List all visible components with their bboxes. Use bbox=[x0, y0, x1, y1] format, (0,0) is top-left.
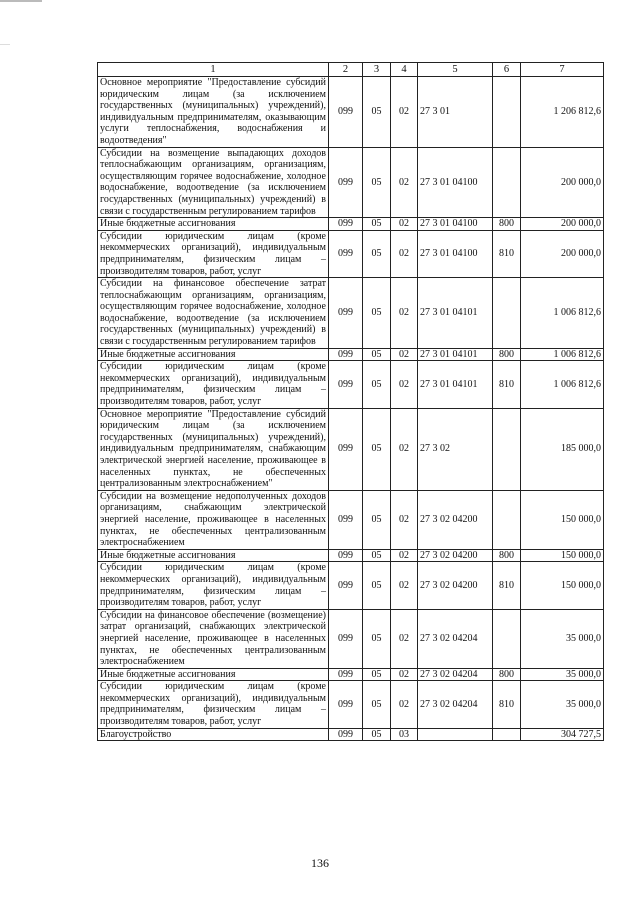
section-code-cell: 05 bbox=[363, 490, 391, 549]
subsection-code-cell: 02 bbox=[391, 681, 418, 728]
target-article-cell: 27 3 02 04200 bbox=[418, 549, 493, 562]
table-row bbox=[98, 230, 604, 277]
section-code-cell: 05 bbox=[363, 668, 391, 681]
expense-type-cell: 810 bbox=[493, 562, 521, 609]
subsection-code-cell: 02 bbox=[391, 609, 418, 668]
section-code-cell: 05 bbox=[363, 77, 391, 148]
expense-type-cell bbox=[493, 609, 521, 668]
grbs-code-cell: 099 bbox=[329, 668, 363, 681]
target-article-cell: 27 3 01 04101 bbox=[418, 348, 493, 361]
target-article-cell: 27 3 02 04204 bbox=[418, 668, 493, 681]
column-header: 4 bbox=[391, 63, 418, 77]
row-name-cell: Субсидии на финансовое обеспечение (возмещение) затрат организаций, снабжающих электрической энергией население, проживающее в населенных пунктах, не обеспеченных централизованным электроснабжением bbox=[98, 609, 329, 668]
table-row bbox=[98, 408, 604, 490]
subsection-code-cell: 02 bbox=[391, 361, 418, 408]
row-name-cell: Иные бюджетные ассигнования bbox=[98, 348, 329, 361]
section-code-cell: 05 bbox=[363, 681, 391, 728]
table-row bbox=[98, 681, 604, 728]
row-name-cell: Субсидии юридическим лицам (кроме некоммерческих организаций), индивидуальным предпринимателям, физическим лицам – производителям товаров, работ, услуг bbox=[98, 562, 329, 609]
table-row bbox=[98, 490, 604, 549]
row-name-cell: Иные бюджетные ассигнования bbox=[98, 668, 329, 681]
scan-edge-mark bbox=[0, 44, 10, 45]
table-header-row bbox=[98, 63, 604, 77]
subsection-code-cell: 02 bbox=[391, 408, 418, 490]
row-name-cell: Субсидии юридическим лицам (кроме некоммерческих организаций), индивидуальным предпринимателям, физическим лицам – производителям товаров, работ, услуг bbox=[98, 230, 329, 277]
grbs-code-cell: 099 bbox=[329, 147, 363, 218]
expense-type-cell bbox=[493, 77, 521, 148]
target-article-cell: 27 3 02 04200 bbox=[418, 562, 493, 609]
amount-cell: 35 000,0 bbox=[521, 609, 604, 668]
row-name-cell: Благоустройство bbox=[98, 728, 329, 741]
expense-type-cell bbox=[493, 408, 521, 490]
row-name-cell: Иные бюджетные ассигнования bbox=[98, 549, 329, 562]
target-article-cell: 27 3 01 04100 bbox=[418, 230, 493, 277]
target-article-cell: 27 3 02 bbox=[418, 408, 493, 490]
amount-cell: 200 000,0 bbox=[521, 218, 604, 231]
subsection-code-cell: 02 bbox=[391, 278, 418, 349]
budget-table-body bbox=[98, 63, 604, 741]
grbs-code-cell: 099 bbox=[329, 218, 363, 231]
grbs-code-cell: 099 bbox=[329, 408, 363, 490]
amount-cell: 150 000,0 bbox=[521, 490, 604, 549]
grbs-code-cell: 099 bbox=[329, 278, 363, 349]
table-row bbox=[98, 549, 604, 562]
target-article-cell: 27 3 01 04100 bbox=[418, 147, 493, 218]
grbs-code-cell: 099 bbox=[329, 361, 363, 408]
expense-type-cell: 810 bbox=[493, 361, 521, 408]
amount-cell: 150 000,0 bbox=[521, 562, 604, 609]
grbs-code-cell: 099 bbox=[329, 609, 363, 668]
expense-type-cell: 810 bbox=[493, 230, 521, 277]
column-header: 2 bbox=[329, 63, 363, 77]
amount-cell: 304 727,5 bbox=[521, 728, 604, 741]
expense-type-cell bbox=[493, 278, 521, 349]
section-code-cell: 05 bbox=[363, 549, 391, 562]
expense-type-cell: 800 bbox=[493, 549, 521, 562]
target-article-cell: 27 3 01 04100 bbox=[418, 218, 493, 231]
grbs-code-cell: 099 bbox=[329, 728, 363, 741]
subsection-code-cell: 02 bbox=[391, 77, 418, 148]
subsection-code-cell: 02 bbox=[391, 147, 418, 218]
column-header: 6 bbox=[493, 63, 521, 77]
subsection-code-cell: 02 bbox=[391, 490, 418, 549]
scan-edge-mark bbox=[0, 0, 42, 2]
table-row bbox=[98, 562, 604, 609]
target-article-cell: 27 3 02 04204 bbox=[418, 681, 493, 728]
expense-type-cell bbox=[493, 147, 521, 218]
section-code-cell: 05 bbox=[363, 230, 391, 277]
grbs-code-cell: 099 bbox=[329, 549, 363, 562]
budget-table bbox=[97, 62, 604, 741]
table-row bbox=[98, 348, 604, 361]
amount-cell: 1 006 812,6 bbox=[521, 348, 604, 361]
page-number: 136 bbox=[311, 856, 329, 870]
section-code-cell: 05 bbox=[363, 218, 391, 231]
target-article-cell: 27 3 01 04101 bbox=[418, 361, 493, 408]
table-row bbox=[98, 609, 604, 668]
amount-cell: 35 000,0 bbox=[521, 681, 604, 728]
row-name-cell: Субсидии юридическим лицам (кроме некоммерческих организаций), индивидуальным предпринимателям, физическим лицам – производителям товаров, работ, услуг bbox=[98, 361, 329, 408]
table-row bbox=[98, 668, 604, 681]
row-name-cell: Основное мероприятие "Предоставление субсидий юридическим лицам (за исключением государственных (муниципальных) учреждений), индивидуальным предпринимателям, оказывающим услуги теплоснабжения, водоснабжения и водоотведения" bbox=[98, 77, 329, 148]
section-code-cell: 05 bbox=[363, 278, 391, 349]
amount-cell: 200 000,0 bbox=[521, 147, 604, 218]
target-article-cell: 27 3 01 bbox=[418, 77, 493, 148]
grbs-code-cell: 099 bbox=[329, 562, 363, 609]
amount-cell: 200 000,0 bbox=[521, 230, 604, 277]
section-code-cell: 05 bbox=[363, 147, 391, 218]
amount-cell: 1 006 812,6 bbox=[521, 278, 604, 349]
expense-type-cell bbox=[493, 728, 521, 741]
column-header: 5 bbox=[418, 63, 493, 77]
row-name-cell: Субсидии на возмещение выпадающих доходов теплоснабжающим организациям, организациям, осуществляющим горячее водоснабжение, холодное водоснабжение, водоотведение (за исключением государственных (муниципальных) учреждений) в связи с государственным регулированием тарифов bbox=[98, 147, 329, 218]
target-article-cell: 27 3 01 04101 bbox=[418, 278, 493, 349]
target-article-cell: 27 3 02 04200 bbox=[418, 490, 493, 549]
amount-cell: 150 000,0 bbox=[521, 549, 604, 562]
row-name-cell: Субсидии на возмещение недополученных доходов организациям, снабжающим электрической энергией население, проживающее в населенных пунктах, не обеспеченных централизованным электроснабжением bbox=[98, 490, 329, 549]
table-row bbox=[98, 77, 604, 148]
row-name-cell: Субсидии на финансовое обеспечение затрат теплоснабжающим организациям, организациям, осуществляющим горячее водоснабжение, холодное водоснабжение, водоотведение (за исключением государственных (муниципальных) учреждений) в связи с государственным регулированием тарифов bbox=[98, 278, 329, 349]
expense-type-cell: 800 bbox=[493, 668, 521, 681]
column-header: 3 bbox=[363, 63, 391, 77]
grbs-code-cell: 099 bbox=[329, 348, 363, 361]
grbs-code-cell: 099 bbox=[329, 681, 363, 728]
subsection-code-cell: 02 bbox=[391, 218, 418, 231]
expense-type-cell: 800 bbox=[493, 218, 521, 231]
section-code-cell: 05 bbox=[363, 728, 391, 741]
table-row bbox=[98, 218, 604, 231]
grbs-code-cell: 099 bbox=[329, 490, 363, 549]
target-article-cell: 27 3 02 04204 bbox=[418, 609, 493, 668]
table-row bbox=[98, 728, 604, 741]
row-name-cell: Субсидии юридическим лицам (кроме некоммерческих организаций), индивидуальным предпринимателям, физическим лицам – производителям товаров, работ, услуг bbox=[98, 681, 329, 728]
expense-type-cell: 800 bbox=[493, 348, 521, 361]
subsection-code-cell: 02 bbox=[391, 348, 418, 361]
row-name-cell: Иные бюджетные ассигнования bbox=[98, 218, 329, 231]
section-code-cell: 05 bbox=[363, 361, 391, 408]
amount-cell: 1 006 812,6 bbox=[521, 361, 604, 408]
row-name-cell: Основное мероприятие "Предоставление субсидий юридическим лицам (за исключением государственных (муниципальных) учреждений), индивидуальным предпринимателям, снабжающим электрической энергией население, проживающее в населенных пунктах, не обеспеченных централизованным электроснабжением" bbox=[98, 408, 329, 490]
grbs-code-cell: 099 bbox=[329, 77, 363, 148]
column-header: 7 bbox=[521, 63, 604, 77]
section-code-cell: 05 bbox=[363, 609, 391, 668]
section-code-cell: 05 bbox=[363, 348, 391, 361]
subsection-code-cell: 02 bbox=[391, 549, 418, 562]
subsection-code-cell: 03 bbox=[391, 728, 418, 741]
table-row bbox=[98, 147, 604, 218]
amount-cell: 185 000,0 bbox=[521, 408, 604, 490]
target-article-cell bbox=[418, 728, 493, 741]
table-row bbox=[98, 278, 604, 349]
subsection-code-cell: 02 bbox=[391, 668, 418, 681]
expense-type-cell bbox=[493, 490, 521, 549]
subsection-code-cell: 02 bbox=[391, 562, 418, 609]
section-code-cell: 05 bbox=[363, 562, 391, 609]
table-row bbox=[98, 361, 604, 408]
section-code-cell: 05 bbox=[363, 408, 391, 490]
expense-type-cell: 810 bbox=[493, 681, 521, 728]
column-header: 1 bbox=[98, 63, 329, 77]
amount-cell: 35 000,0 bbox=[521, 668, 604, 681]
subsection-code-cell: 02 bbox=[391, 230, 418, 277]
amount-cell: 1 206 812,6 bbox=[521, 77, 604, 148]
grbs-code-cell: 099 bbox=[329, 230, 363, 277]
